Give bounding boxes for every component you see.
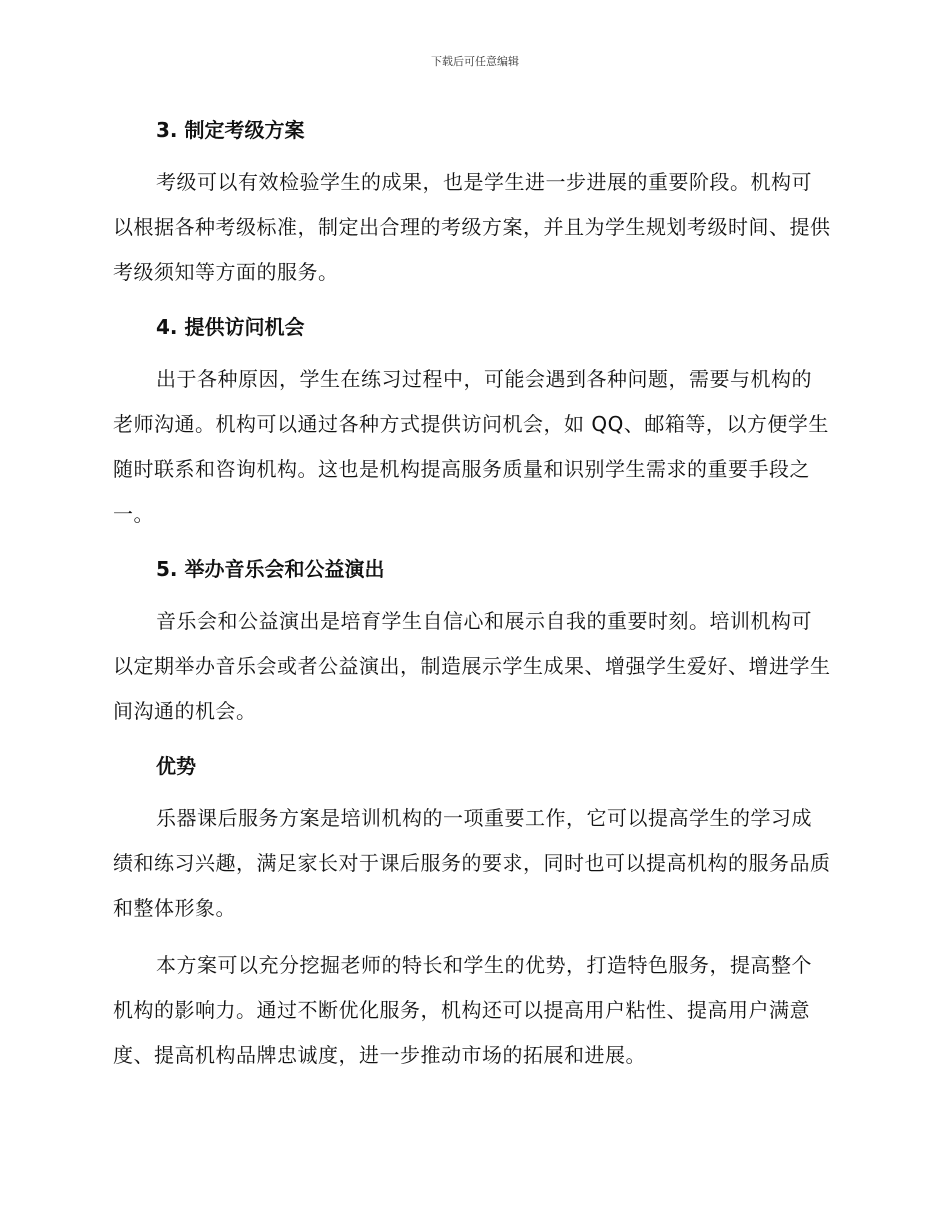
document-body [113,110,831,1078]
section-paragraph-access: 出于各种原因，学生在练习过程中，可能会遇到各种问题，需要与机构的老师沟通。机构可以通过各种方式提供访问机会，如 QQ、邮箱等，以方便学生随时联系和咨询机构。这也是机构提高服务质量和识别学生需求的重要手段之一。 [113,367,829,526]
advantages-paragraph-1: 乐器课后服务方案是培训机构的一项重要工作，它可以提高学生的学习成绩和练习兴趣，满足家长对于课后服务的要求，同时也可以提高机构的服务品质和整体形象。 [113,806,831,920]
section-paragraph-exam-plan: 考级可以有效检验学生的成果，也是学生进一步进展的重要阶段。机构可以根据各种考级标准，制定出合理的考级方案，并且为学生规划考级时间、提供考级须知等方面的服务。 [113,170,831,284]
section-heading-access: 4. 提供访问机会 [156,315,305,339]
section-paragraph-concerts: 音乐会和公益演出是培育学生自信心和展示自我的重要时刻。培训机构可以定期举办音乐会或者公益演出，制造展示学生成果、增强学生爱好、增进学生间沟通的机会。 [113,609,831,723]
section-heading-advantages: 优势 [156,754,196,778]
page-header: 下载后可任意编辑 [431,55,519,68]
section-heading-concerts: 5. 举办音乐会和公益演出 [156,557,385,581]
advantages-paragraph-2: 本方案可以充分挖掘老师的特长和学生的优势，打造特色服务，提高整个机构的影响力。通过不断优化服务，机构还可以提高用户粘性、提高用户满意度、提高机构品牌忠诚度，进一步推动市场的拓展和进展。 [113,953,812,1067]
section-heading-exam-plan: 3. 制定考级方案 [156,118,305,142]
